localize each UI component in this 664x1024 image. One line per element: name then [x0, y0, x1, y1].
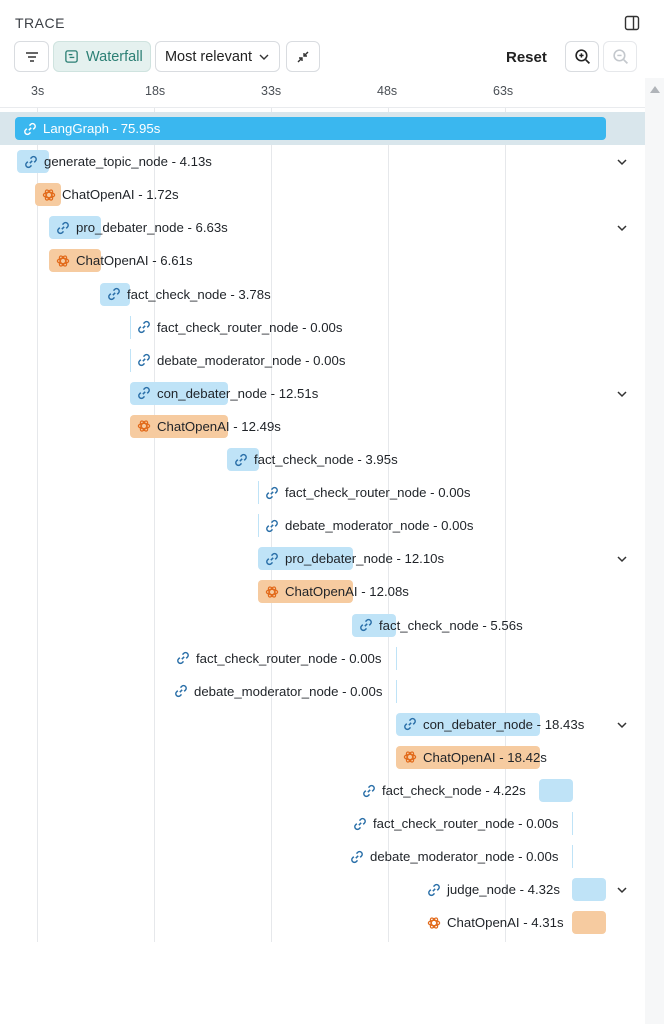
trace-row-content[interactable]: [22, 112, 160, 145]
link-icon: [55, 220, 71, 236]
openai-icon: [55, 253, 71, 269]
link-icon: [136, 319, 152, 335]
link-icon: [106, 286, 122, 302]
trace-row-content[interactable]: [352, 807, 558, 840]
openai-icon: [402, 749, 418, 765]
collapse-all-button[interactable]: [286, 41, 320, 72]
trace-row-label: LangGraph - 75.95s: [43, 121, 161, 136]
link-icon: [264, 485, 280, 501]
llm-duration-bar: [572, 911, 606, 934]
trace-row-label: con_debater_node - 18.43s: [423, 716, 585, 732]
chevron-down-icon[interactable]: [615, 883, 629, 897]
trace-row-content[interactable]: [136, 344, 345, 377]
chevron-down-icon[interactable]: [615, 718, 629, 732]
trace-row[interactable]: [0, 410, 645, 443]
trace-row-content[interactable]: [264, 509, 473, 542]
trace-row-content[interactable]: [55, 211, 228, 244]
trace-row[interactable]: [0, 476, 645, 509]
side-panel-toggle-icon[interactable]: [624, 15, 640, 31]
trace-row[interactable]: [0, 840, 645, 873]
span-duration-bar: [572, 878, 606, 901]
chevron-down-icon[interactable]: [615, 552, 629, 566]
trace-row-content[interactable]: [426, 906, 564, 939]
trace-row[interactable]: [0, 609, 645, 642]
trace-row-content[interactable]: [264, 542, 444, 575]
panel-title: TRACE: [15, 15, 65, 31]
trace-row[interactable]: [0, 178, 645, 211]
trace-row-label: ChatOpenAI - 6.61s: [76, 253, 193, 269]
trace-row[interactable]: [0, 211, 645, 244]
trace-row-label: ChatOpenAI - 4.31s: [447, 915, 564, 931]
trace-row-content[interactable]: [173, 675, 382, 708]
trace-row[interactable]: [0, 145, 645, 178]
trace-row-content[interactable]: [106, 278, 271, 311]
trace-row[interactable]: [0, 278, 645, 311]
chevron-down-icon[interactable]: [615, 221, 629, 235]
span-duration-bar: [572, 812, 573, 835]
trace-row-content[interactable]: [136, 410, 281, 443]
link-icon: [358, 617, 374, 633]
trace-row-label: fact_check_router_node - 0.00s: [196, 650, 382, 666]
trace-row-label: debate_moderator_node - 0.00s: [285, 518, 474, 534]
trace-row-label: ChatOpenAI - 12.08s: [285, 584, 409, 600]
trace-row-label: fact_check_router_node - 0.00s: [157, 319, 343, 335]
trace-row[interactable]: [0, 542, 645, 575]
link-icon: [264, 551, 280, 567]
trace-row-label: debate_moderator_node - 0.00s: [370, 849, 559, 865]
trace-row-label: judge_node - 4.32s: [447, 882, 560, 898]
filter-button[interactable]: [14, 41, 49, 72]
span-duration-bar: [258, 481, 259, 504]
trace-row-label: generate_topic_node - 4.13s: [44, 154, 212, 170]
trace-row-label: pro_debater_node - 12.10s: [285, 551, 445, 567]
trace-row-content[interactable]: [233, 443, 398, 476]
vertical-scrollbar[interactable]: [645, 78, 664, 1024]
trace-row-label: con_debater_node - 12.51s: [157, 385, 319, 401]
reset-button[interactable]: Reset: [500, 44, 553, 70]
trace-row-root[interactable]: [0, 112, 645, 145]
trace-row-content[interactable]: [358, 609, 523, 642]
trace-row-content[interactable]: [264, 575, 409, 608]
trace-row-label: ChatOpenAI - 18.42s: [423, 749, 547, 765]
link-icon: [402, 716, 418, 732]
zoom-out-button[interactable]: [603, 41, 637, 72]
span-duration-bar: [396, 647, 397, 670]
trace-row[interactable]: [0, 344, 645, 377]
trace-row-content[interactable]: [264, 476, 470, 509]
axis-tick: 48s: [377, 84, 398, 98]
openai-icon: [426, 915, 442, 931]
trace-row-content[interactable]: [426, 873, 560, 906]
link-icon: [23, 154, 39, 170]
trace-row[interactable]: [0, 675, 645, 708]
link-icon: [233, 452, 249, 468]
trace-row-content[interactable]: [41, 178, 179, 211]
trace-row-content[interactable]: [55, 244, 193, 277]
trace-row-content[interactable]: [402, 708, 584, 741]
zoom-out-icon: [612, 48, 629, 65]
trace-row[interactable]: [0, 509, 645, 542]
trace-row-content[interactable]: [349, 840, 558, 873]
trace-row[interactable]: [0, 873, 645, 906]
link-icon: [136, 352, 152, 368]
trace-row-label: debate_moderator_node - 0.00s: [194, 683, 383, 699]
trace-row[interactable]: [0, 311, 645, 344]
trace-row-label: fact_check_node - 3.95s: [254, 452, 398, 467]
timeline-axis: [0, 107, 645, 108]
span-duration-bar: [258, 514, 259, 537]
link-icon: [349, 849, 365, 865]
chevron-down-icon[interactable]: [615, 155, 629, 169]
trace-row[interactable]: [0, 575, 645, 608]
openai-icon: [41, 187, 57, 203]
trace-row[interactable]: [0, 741, 645, 774]
trace-row-content[interactable]: [402, 741, 547, 774]
chevron-down-icon[interactable]: [615, 387, 629, 401]
trace-row[interactable]: [0, 642, 645, 675]
link-icon: [264, 518, 280, 534]
link-icon: [352, 816, 368, 832]
trace-row[interactable]: [0, 708, 645, 741]
waterfall-view-button[interactable]: [53, 41, 151, 72]
waterfall-icon: [64, 49, 79, 64]
trace-row-label: fact_check_node - 4.22s: [382, 783, 526, 798]
link-icon: [426, 882, 442, 898]
trace-row-label: fact_check_node - 5.56s: [379, 617, 523, 633]
trace-row-content[interactable]: [23, 145, 212, 178]
sort-select-value: Most relevant: [164, 48, 253, 65]
filter-icon: [24, 49, 40, 65]
trace-row-content[interactable]: [136, 377, 318, 410]
span-duration-bar: [572, 845, 573, 868]
trace-row-label: pro_debater_node - 6.63s: [76, 220, 228, 236]
trace-row[interactable]: [0, 774, 645, 807]
trace-row[interactable]: [0, 807, 645, 840]
link-icon: [361, 783, 377, 799]
span-duration-bar: [539, 779, 573, 802]
zoom-in-icon: [574, 48, 591, 65]
openai-icon: [264, 584, 280, 600]
link-icon: [175, 650, 191, 666]
trace-row-label: fact_check_router_node - 0.00s: [373, 816, 559, 832]
axis-tick: 3s: [31, 84, 45, 98]
span-duration-bar: [130, 349, 131, 372]
chevron-down-icon: [258, 51, 270, 63]
axis-tick: 33s: [261, 84, 282, 98]
trace-row-label: fact_check_node - 3.78s: [127, 286, 271, 302]
waterfall-label: Waterfall: [86, 48, 143, 65]
link-icon: [173, 683, 189, 699]
trace-row[interactable]: [0, 443, 645, 476]
zoom-in-button[interactable]: [565, 41, 599, 72]
trace-row-label: fact_check_router_node - 0.00s: [285, 485, 471, 501]
sort-select[interactable]: [155, 41, 280, 72]
axis-tick: 18s: [145, 84, 166, 98]
trace-row-label: debate_moderator_node - 0.00s: [157, 352, 346, 368]
trace-row-content[interactable]: [175, 642, 381, 675]
trace-row[interactable]: [0, 377, 645, 410]
span-duration-bar: [130, 316, 131, 339]
trace-row-label: ChatOpenAI - 12.49s: [157, 418, 281, 434]
trace-row[interactable]: [0, 906, 645, 939]
trace-row-content[interactable]: [136, 311, 342, 344]
scroll-up-icon[interactable]: [650, 86, 660, 93]
link-icon: [22, 121, 38, 137]
trace-row[interactable]: [0, 244, 645, 277]
link-icon: [136, 385, 152, 401]
span-duration-bar: [396, 680, 397, 703]
axis-tick: 63s: [493, 84, 514, 98]
trace-row-label: ChatOpenAI - 1.72s: [62, 187, 179, 203]
trace-row-content[interactable]: [361, 774, 526, 807]
openai-icon: [136, 418, 152, 434]
collapse-arrows-icon: [295, 49, 311, 65]
